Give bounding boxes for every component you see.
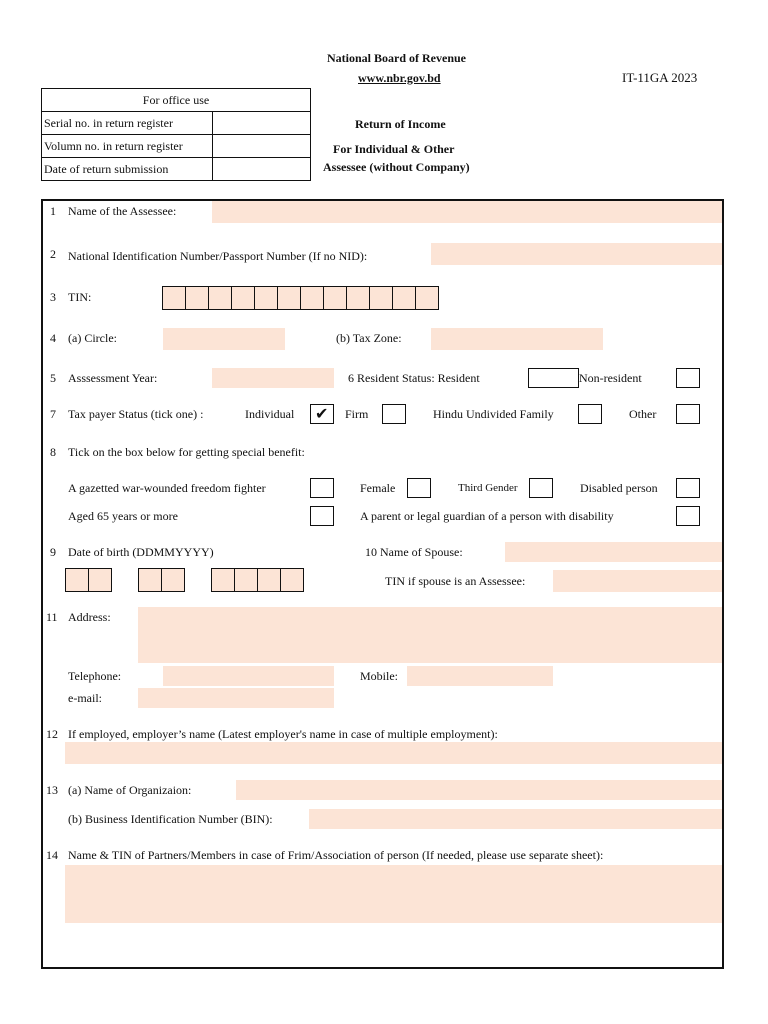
- telephone-field[interactable]: [163, 666, 334, 686]
- tin-digit[interactable]: [323, 286, 347, 310]
- dob-month-cells: [138, 568, 184, 592]
- guardian-label: A parent or legal guardian of a person with disability: [360, 509, 614, 523]
- address-field[interactable]: [138, 607, 722, 663]
- aged-checkbox[interactable]: [310, 506, 334, 526]
- taxpayer-status-label: Tax payer Status (tick one) :: [68, 407, 204, 421]
- tin-digit[interactable]: [369, 286, 393, 310]
- organization-label: (a) Name of Organizaion:: [68, 783, 192, 797]
- individual-checkbox[interactable]: [310, 404, 334, 424]
- huf-label: Hindu Undivided Family: [433, 407, 554, 421]
- dob-digit[interactable]: [234, 568, 258, 592]
- form-code: IT-11GA 2023: [622, 70, 698, 85]
- resident-checkbox[interactable]: [528, 368, 579, 388]
- assessment-year-field[interactable]: [212, 368, 334, 388]
- form-subtitle-2: Assessee (without Company): [323, 160, 470, 174]
- other-label: Other: [629, 407, 657, 421]
- other-checkbox[interactable]: [676, 404, 700, 424]
- dob-digit[interactable]: [280, 568, 304, 592]
- firm-checkbox[interactable]: [382, 404, 406, 424]
- spouse-tin-field[interactable]: [553, 570, 722, 592]
- tax-zone-label: (b) Tax Zone:: [336, 331, 402, 345]
- freedom-fighter-label: A gazetted war-wounded freedom fighter: [68, 481, 266, 495]
- firm-label: Firm: [345, 407, 369, 421]
- assessment-year-label: Asssessment Year:: [68, 371, 158, 385]
- office-row-label: Volumn no. in return register: [42, 135, 213, 158]
- third-gender-checkbox[interactable]: [529, 478, 553, 498]
- tin-digit[interactable]: [162, 286, 186, 310]
- tax-zone-field[interactable]: [431, 328, 603, 350]
- assessee-name-field[interactable]: [212, 201, 722, 223]
- non-resident-checkbox[interactable]: [676, 368, 700, 388]
- org-name: National Board of Revenue: [327, 51, 466, 65]
- dob-digit[interactable]: [88, 568, 112, 592]
- dob-year-cells: [211, 568, 303, 592]
- tin-digit[interactable]: [277, 286, 301, 310]
- employer-label: If employed, employer’s name (Latest employer's name in case of multiple employment):: [68, 727, 498, 741]
- spouse-name-label: 10 Name of Spouse:: [365, 545, 463, 559]
- item-number: 2: [50, 247, 56, 261]
- guardian-checkbox[interactable]: [676, 506, 700, 526]
- item-number: 5: [50, 371, 56, 385]
- telephone-label: Telephone:: [68, 669, 122, 683]
- dob-digit[interactable]: [211, 568, 235, 592]
- female-label: Female: [360, 481, 396, 495]
- tin-digit[interactable]: [392, 286, 416, 310]
- tin-label: TIN:: [68, 290, 92, 304]
- tin-digit[interactable]: [185, 286, 209, 310]
- tin-digit[interactable]: [254, 286, 278, 310]
- tin-digit[interactable]: [231, 286, 255, 310]
- item-number: 13: [46, 783, 58, 797]
- disabled-person-label: Disabled person: [580, 481, 658, 495]
- partners-label: Name & TIN of Partners/Members in case of Frim/Association of person (If needed, please use separate sheet):: [68, 848, 604, 862]
- item-number: 7: [50, 407, 56, 421]
- huf-checkbox[interactable]: [578, 404, 602, 424]
- dob-label: Date of birth (DDMMYYYY): [68, 545, 214, 559]
- tin-cells: [162, 286, 438, 310]
- office-row-value[interactable]: [213, 158, 311, 181]
- dob-day-cells: [65, 568, 111, 592]
- email-field[interactable]: [138, 688, 334, 708]
- spouse-tin-label: TIN if spouse is an Assessee:: [385, 574, 526, 588]
- tin-digit[interactable]: [208, 286, 232, 310]
- dob-digit[interactable]: [161, 568, 185, 592]
- bin-field[interactable]: [309, 809, 722, 829]
- tin-digit[interactable]: [415, 286, 439, 310]
- resident-status-label: 6 Resident Status: Resident: [348, 371, 480, 385]
- office-use-title: For office use: [42, 89, 311, 112]
- item-number: 11: [46, 610, 58, 624]
- mobile-field[interactable]: [407, 666, 553, 686]
- non-resident-label: Non-resident: [579, 371, 642, 385]
- organization-field[interactable]: [236, 780, 722, 800]
- office-row-label: Serial no. in return register: [42, 112, 213, 135]
- special-benefit-label: Tick on the box below for getting special benefit:: [68, 445, 305, 459]
- female-checkbox[interactable]: [407, 478, 431, 498]
- office-row-value[interactable]: [213, 112, 311, 135]
- circle-label: (a) Circle:: [68, 331, 117, 345]
- item-number: 9: [50, 545, 56, 559]
- item-number: 4: [50, 331, 56, 345]
- item-number: 1: [50, 204, 56, 218]
- aged-label: Aged 65 years or more: [68, 509, 178, 523]
- spouse-name-field[interactable]: [505, 542, 722, 562]
- bin-label: (b) Business Identification Number (BIN):: [68, 812, 273, 826]
- dob-digit[interactable]: [65, 568, 89, 592]
- office-row-label: Date of return submission: [42, 158, 213, 181]
- website-link[interactable]: www.nbr.gov.bd: [358, 71, 441, 85]
- item-number: 14: [46, 848, 58, 862]
- address-label: Address:: [68, 610, 111, 624]
- nid-field[interactable]: [431, 243, 722, 265]
- dob-digit[interactable]: [257, 568, 281, 592]
- item-number: 3: [50, 290, 56, 304]
- dob-digit[interactable]: [138, 568, 162, 592]
- item-number: 12: [46, 727, 58, 741]
- freedom-fighter-checkbox[interactable]: [310, 478, 334, 498]
- partners-field[interactable]: [65, 865, 722, 923]
- circle-field[interactable]: [163, 328, 285, 350]
- office-use-table: [41, 88, 311, 181]
- tin-digit[interactable]: [346, 286, 370, 310]
- individual-label: Individual: [245, 407, 295, 421]
- disabled-person-checkbox[interactable]: [676, 478, 700, 498]
- email-label: e-mail:: [68, 691, 102, 705]
- employer-field[interactable]: [65, 742, 722, 764]
- mobile-label: Mobile:: [360, 669, 398, 683]
- tin-digit[interactable]: [300, 286, 324, 310]
- form-title: Return of Income: [355, 117, 446, 131]
- nid-label: National Identification Number/Passport Number (If no NID):: [68, 249, 368, 263]
- assessee-name-label: Name of the Assessee:: [68, 204, 177, 218]
- office-row-value[interactable]: [213, 135, 311, 158]
- item-number: 8: [50, 445, 56, 459]
- form-subtitle-1: For Individual & Other: [333, 142, 455, 156]
- third-gender-label: Third Gender: [458, 482, 518, 494]
